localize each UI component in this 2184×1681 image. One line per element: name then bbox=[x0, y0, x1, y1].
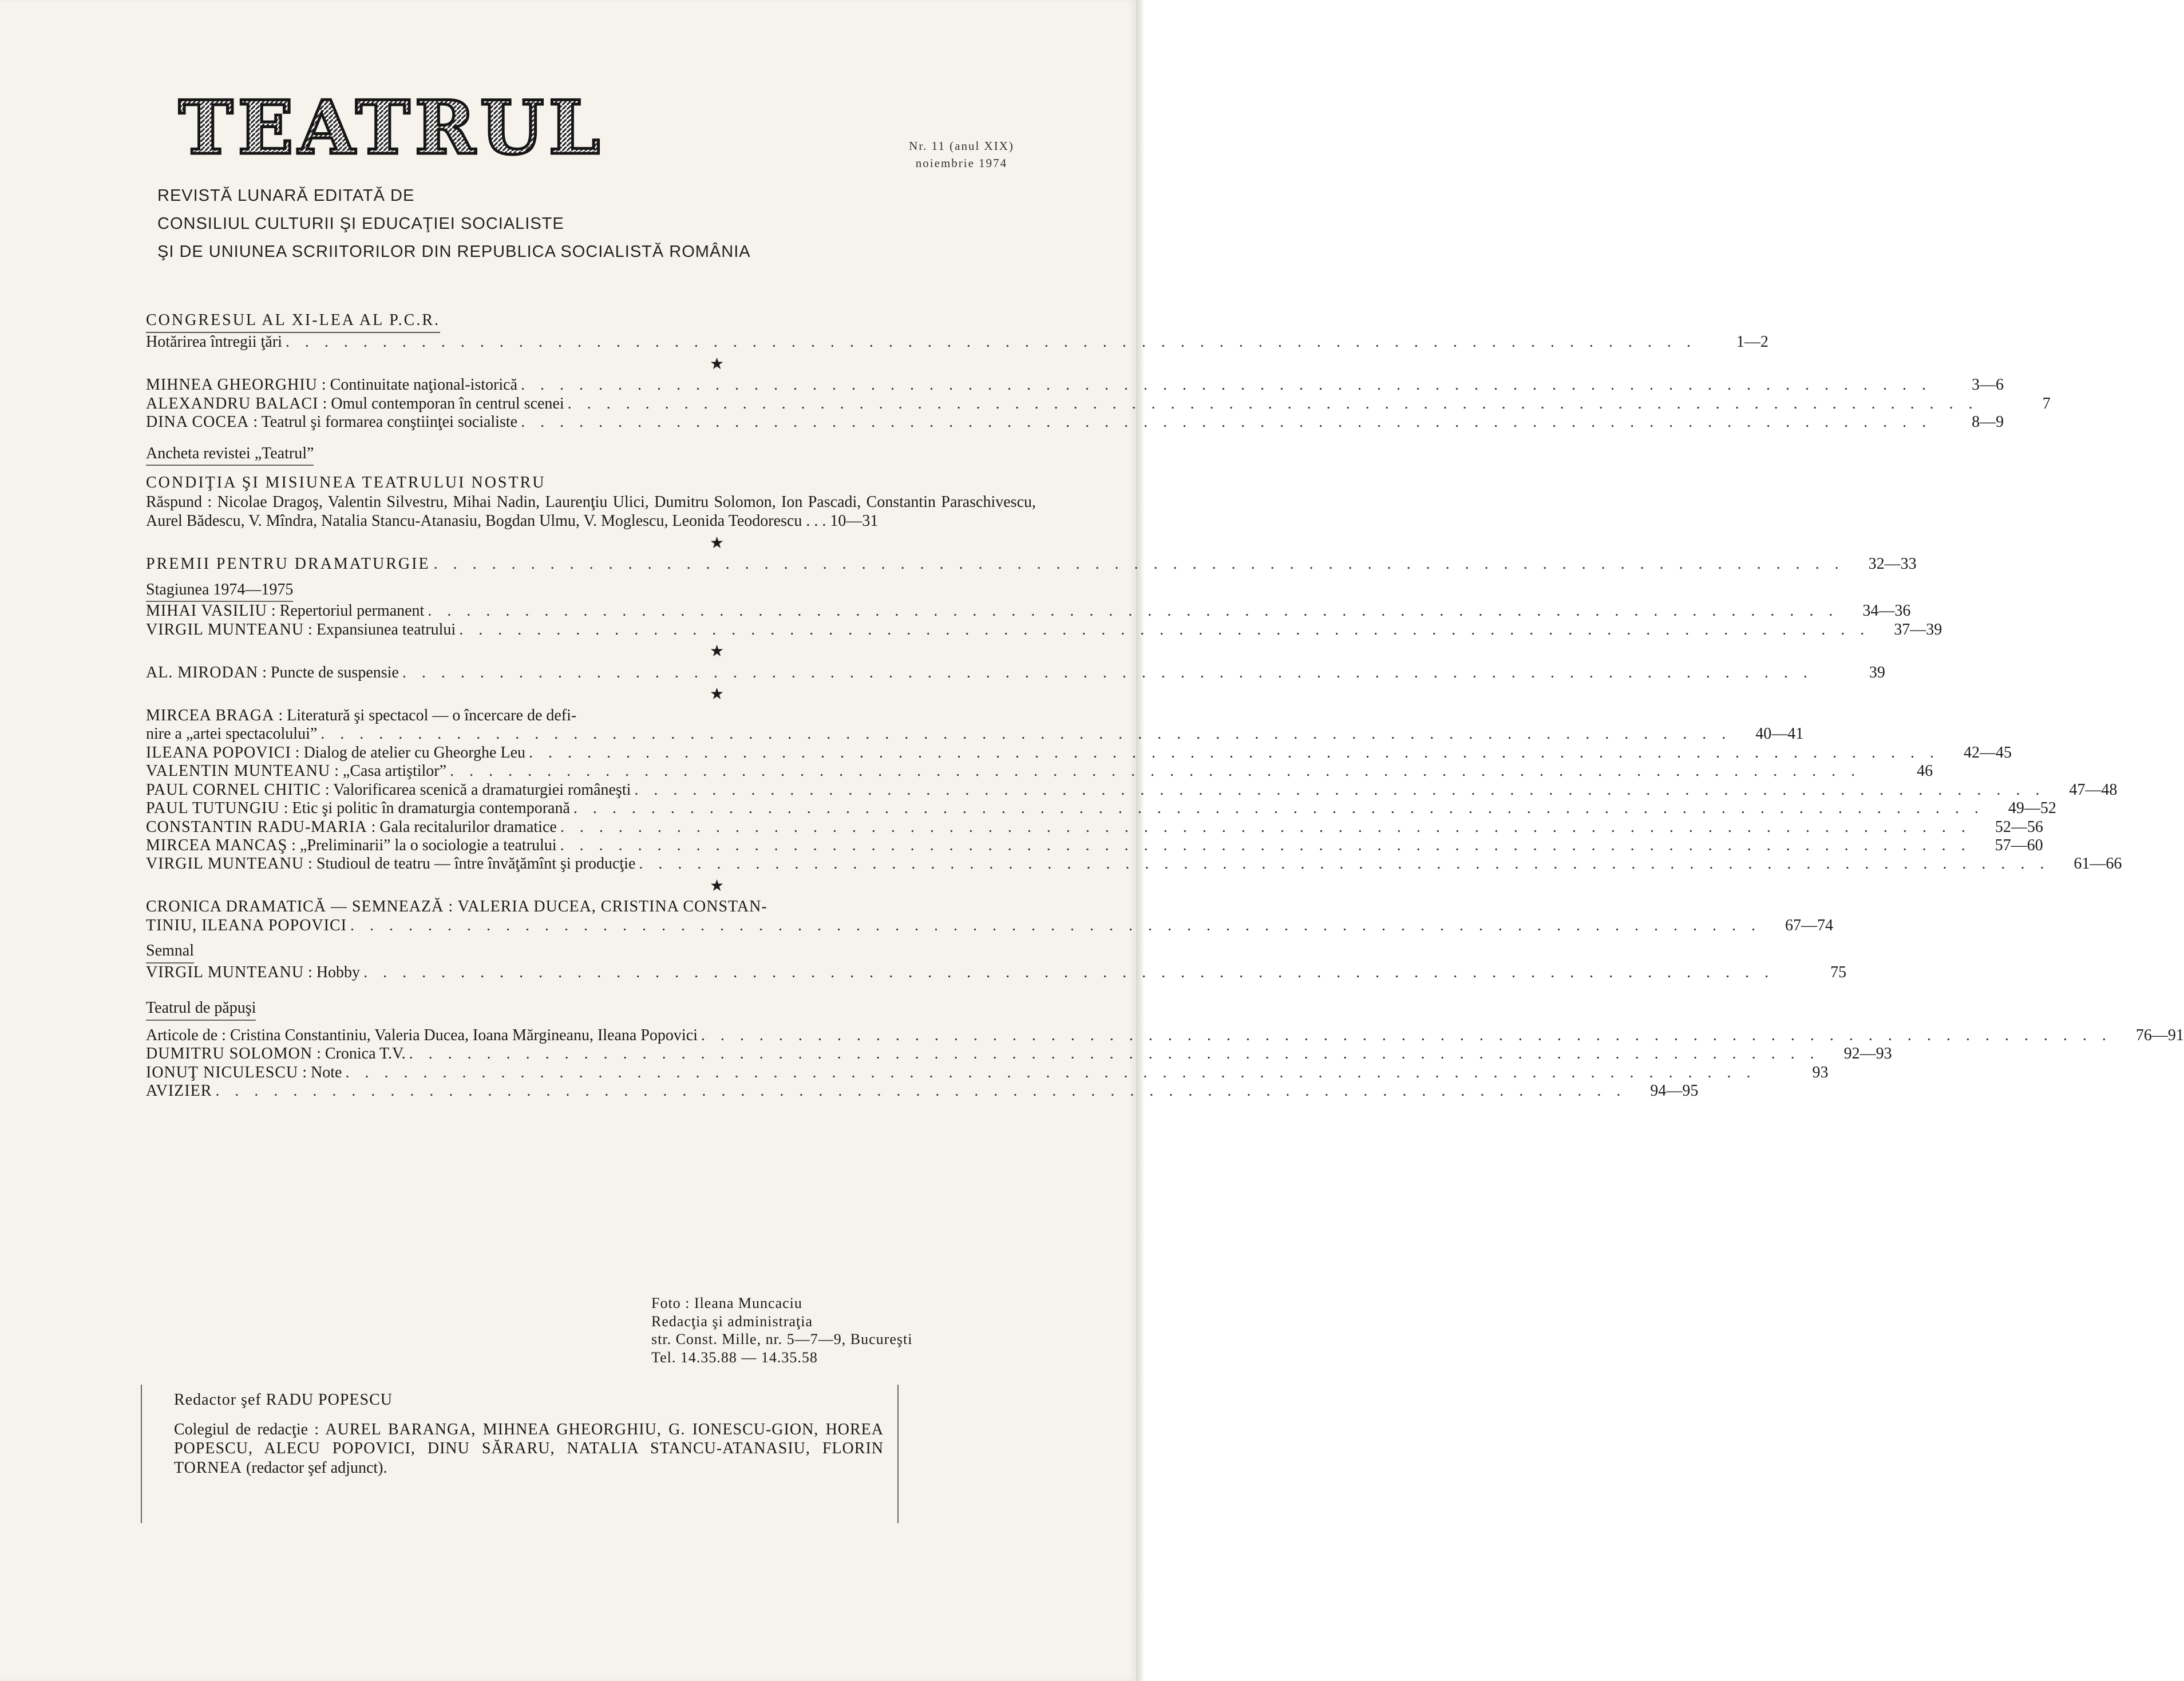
entry-title: „Casa artiştilor” bbox=[342, 762, 447, 780]
leader-dots bbox=[360, 964, 1778, 982]
toc-entry: PAUL CORNEL CHITIC : Valorificarea scenică a dramaturgiei româneşti . . . 47—48 bbox=[146, 781, 1036, 799]
logo-lettering bbox=[173, 73, 605, 176]
entry-author: MIRCEA BRAGA bbox=[146, 706, 275, 724]
section-title-congress: CONGRESUL AL XI-LEA AL P.C.R. bbox=[146, 311, 440, 333]
section-title-puppets: Teatrul de păpuşi bbox=[146, 999, 256, 1020]
entry-author: MIHNEA GHEORGHIU bbox=[146, 376, 318, 394]
leader-dots bbox=[698, 1026, 2115, 1045]
entry-title: Studioul de teatru — între învăţămînt şi producţie bbox=[316, 855, 636, 873]
entry-title: Repertoriul permanent bbox=[279, 602, 425, 620]
entry-author: ILEANA POPOVICI bbox=[146, 743, 291, 762]
entry-author: PAUL TUTUNGIU bbox=[146, 799, 280, 818]
entry-pages: 10—31 bbox=[830, 512, 879, 530]
star-divider: ★ bbox=[709, 355, 725, 373]
entry-pages: 52—56 bbox=[1995, 818, 2043, 836]
section-title-signal: Semnal bbox=[146, 942, 194, 963]
toc-entry-continuation bbox=[146, 725, 1804, 743]
address-line: str. Const. Mille, nr. 5—7—9, Bucureşti bbox=[651, 1331, 913, 1348]
entry-author: VIRGIL MUNTEANU bbox=[146, 963, 304, 981]
table-of-contents bbox=[146, 303, 2184, 1101]
leader-dots bbox=[564, 395, 1982, 413]
teatrul-logo bbox=[173, 73, 605, 176]
entry-title: Etic şi politic în dramaturgia contemporană bbox=[292, 799, 570, 818]
entry-author: ALEXANDRU BALACI bbox=[146, 394, 319, 413]
toc-entry: CONSTANTIN RADU-MARIA : Gala recitalurilor dramatice . . . 52—56 bbox=[146, 818, 1036, 836]
entry-author: VIRGIL MUNTEANU bbox=[146, 620, 304, 639]
leader-dots bbox=[282, 333, 1700, 351]
survey-kicker: Ancheta revistei „Teatrul” bbox=[146, 445, 314, 466]
leader-dots bbox=[631, 781, 2048, 799]
editor-in-chief bbox=[174, 1390, 884, 1410]
toc-entry: MIHNEA GHEORGHIU : Continuitate naţional-istorică . . . 3—6 bbox=[146, 376, 1036, 394]
entry-pages: 76—91 bbox=[2135, 1026, 2184, 1044]
subtitle-line: REVISTĂ LUNARĂ EDITATĂ DE bbox=[157, 187, 415, 205]
entry-author: MIHAI VASILIU bbox=[146, 602, 267, 620]
star-divider: ★ bbox=[709, 643, 725, 661]
toc-entry bbox=[146, 333, 1768, 351]
leader-dots bbox=[347, 917, 1764, 935]
entry-title: Expansiunea teatrului bbox=[316, 620, 456, 639]
entry-pages: 46 bbox=[1917, 762, 1933, 780]
entry-author: DINA COCEA bbox=[146, 413, 250, 431]
toc-entry: VALENTIN MUNTEANU : „Casa artiştilor” . . . 46 bbox=[146, 762, 1036, 780]
toc-entry: ALEXANDRU BALACI : Omul contemporan în centrul scenei . . . 7 bbox=[146, 395, 1036, 413]
leader-dots bbox=[557, 836, 1975, 855]
entry-title: Omul contemporan în centrul scenei bbox=[331, 394, 564, 413]
toc-entry bbox=[146, 1026, 2184, 1045]
chronicle-line: CRONICA DRAMATICĂ — SEMNEAZĂ : VALERIA DUCEA, CRISTINA CONSTAN- bbox=[146, 898, 767, 916]
entry-title: Dialog de atelier cu Gheorghe Leu bbox=[303, 743, 525, 762]
entry-pages: 8—9 bbox=[1972, 413, 2004, 431]
toc-entry: MIHAI VASILIU : Repertoriul permanent . . . 34—36 bbox=[146, 602, 1036, 620]
respondents-text: Răspund : Nicolae Dragoş, Valentin Silvestru, Mihai Nadin, Laurenţiu Ulici, Dumitru Solomon, Ion Pascadi, Constantin Paraschivescu, Aurel Bădescu, V. Mîndra, Natalia Stancu-Atanasiu, Bogdan Ulmu, V. Moglescu, Leonida Teodorescu bbox=[146, 493, 1036, 530]
section-title-survey: CONDIŢIA ŞI MISIUNEA TEATRULUI NOSTRU bbox=[146, 474, 546, 492]
chronicle-line: TINIU, ILEANA POPOVICI bbox=[146, 916, 347, 934]
editorial-college bbox=[174, 1420, 884, 1478]
leader-dots bbox=[424, 602, 1842, 620]
star-divider: ★ bbox=[709, 534, 725, 552]
office-line: Redacţia şi administraţia bbox=[651, 1313, 813, 1330]
entry-pages: 40—41 bbox=[1755, 725, 1804, 743]
entry-author: AL. MIRODAN bbox=[146, 663, 259, 681]
leader-dots bbox=[342, 1064, 1759, 1082]
entry-pages: 94—95 bbox=[1650, 1082, 1699, 1100]
leader-dots bbox=[399, 664, 1817, 682]
entry-author: IONUŢ NICULESCU bbox=[146, 1063, 299, 1081]
entry-title: Hobby bbox=[316, 963, 361, 981]
leader-dots bbox=[525, 744, 1943, 762]
entry-title: Cronica T.V. bbox=[325, 1045, 406, 1063]
section-title-season: Stagiunea 1974—1975 bbox=[146, 581, 293, 602]
issue-number: Nr. 11 (anul XIX) bbox=[909, 139, 1014, 153]
entry-author: VIRGIL MUNTEANU bbox=[146, 855, 304, 873]
entry-title: Puncte de suspensie bbox=[270, 663, 399, 681]
entry-pages: 39 bbox=[1869, 663, 1885, 681]
leader-dots bbox=[446, 762, 1864, 780]
toc-entry: IONUŢ NICULESCU : Note . . . 93 bbox=[146, 1064, 1036, 1082]
phone-line: Tel. 14.35.88 — 14.35.58 bbox=[651, 1349, 818, 1366]
entry-title: Note bbox=[311, 1063, 342, 1081]
entry-title: Hotărirea întregii ţări bbox=[146, 333, 282, 351]
entry-pages: 93 bbox=[1812, 1063, 1829, 1081]
entry-pages: 57—60 bbox=[1995, 836, 2043, 854]
entry-title: Teatrul şi formarea conştiinţei socialiste bbox=[261, 413, 518, 431]
entry-pages: 37—39 bbox=[1894, 620, 1942, 639]
leader-dots bbox=[570, 799, 1988, 818]
entry-pages: 47—48 bbox=[2069, 780, 2118, 799]
entry-title: Valorificarea scenică a dramaturgiei româneşti bbox=[333, 780, 631, 799]
entry-author: MIRCEA MANCAŞ bbox=[146, 836, 288, 854]
entry-pages: 61—66 bbox=[2074, 855, 2122, 873]
entry-pages: 34—36 bbox=[1862, 602, 1911, 620]
toc-entry: DUMITRU SOLOMON : Cronica T.V. . . . 92—93 bbox=[146, 1045, 1036, 1063]
college-label: Colegiul de redacţie : bbox=[174, 1420, 319, 1438]
survey-respondents: Răspund : Nicolae Dragoş, Valentin Silvestru, Mihai Nadin, Laurenţiu Ulici, Dumitru Solomon, Ion Pascadi, Constantin Paraschivescu, Aurel Bădescu, V. Mîndra, Natalia Stancu-Atanasiu, Bogdan Ulmu, V. Moglescu, Leonida Teodorescu . . . 10—31 bbox=[146, 493, 1036, 530]
editorial-credits bbox=[651, 1294, 1052, 1367]
entry-author: VALENTIN MUNTEANU bbox=[146, 762, 331, 780]
editorial-board-box bbox=[141, 1385, 899, 1523]
issue-info bbox=[876, 137, 1047, 172]
toc-entry: AL. MIRODAN : Puncte de suspensie . . . 39 bbox=[146, 664, 1036, 682]
toc-entry bbox=[146, 898, 1036, 916]
entry-title: Continuitate naţional-istorică bbox=[330, 376, 518, 394]
leader-dots bbox=[317, 725, 1735, 743]
entry-pages: 49—52 bbox=[2008, 799, 2056, 818]
chief-label: Redactor şef bbox=[174, 1391, 262, 1409]
entry-pages: 3—6 bbox=[1972, 376, 2004, 394]
entry-title: Gala recitalurilor dramatice bbox=[379, 818, 557, 836]
entry-pages: 42—45 bbox=[1964, 743, 2012, 762]
toc-entry bbox=[146, 1082, 1699, 1100]
subtitle-line: CONSILIUL CULTURII ŞI EDUCAŢIEI SOCIALISTE bbox=[157, 215, 564, 233]
toc-entry: VIRGIL MUNTEANU : Hobby . . . 75 bbox=[146, 964, 1036, 982]
toc-entry: VIRGIL MUNTEANU : Expansiunea teatrului . . . 37—39 bbox=[146, 621, 1036, 639]
star-divider: ★ bbox=[709, 685, 725, 704]
leader-dots bbox=[517, 413, 1935, 431]
leader-dots bbox=[635, 855, 2053, 873]
articles-line: Articole de : Cristina Constantiniu, Valeria Ducea, Ioana Mărgineanu, Ileana Popovici bbox=[146, 1026, 698, 1044]
entry-author: DUMITRU SOLOMON bbox=[146, 1045, 313, 1063]
entry-pages: 7 bbox=[2042, 394, 2051, 413]
svg-text:TEATRUL: TEATRUL bbox=[179, 85, 605, 171]
chief-name: RADU POPESCU bbox=[266, 1391, 393, 1409]
entry-pages: 75 bbox=[1830, 963, 1847, 981]
entry-pages: 32—33 bbox=[1868, 555, 1917, 573]
leader-dots bbox=[212, 1082, 1629, 1100]
entry-author: PAUL CORNEL CHITIC bbox=[146, 780, 321, 799]
entry-title: Literatură şi spectacol — o încercare de defi- bbox=[287, 706, 577, 724]
entry-author: CONSTANTIN RADU-MARIA bbox=[146, 818, 367, 836]
entry-title: nire a „artei spectacolului” bbox=[146, 725, 318, 743]
leader-dots bbox=[430, 555, 1848, 573]
toc-entry: VIRGIL MUNTEANU : Studioul de teatru — între învăţămînt şi producţie . . . 61—66 bbox=[146, 855, 1036, 873]
toc-entry: MIRCEA BRAGA : Literatură şi spectacol — o încercare de defi- bbox=[146, 706, 577, 724]
leader-dots bbox=[456, 621, 1873, 639]
toc-entry: DINA COCEA : Teatrul şi formarea conştiinţei socialiste . . . 8—9 bbox=[146, 413, 1036, 431]
entry-pages: 1—2 bbox=[1736, 333, 1768, 351]
star-divider: ★ bbox=[709, 877, 725, 895]
entry-title: „Preliminarii” la o sociologie a teatrului bbox=[299, 836, 557, 854]
toc-entry bbox=[146, 555, 1917, 573]
deputy-note: (redactor şef adjunct). bbox=[246, 1458, 387, 1477]
photo-credit: Foto : Ileana Muncaciu bbox=[651, 1295, 802, 1311]
leader-dots bbox=[517, 376, 1935, 394]
leader-dots bbox=[557, 818, 1975, 836]
entry-title: AVIZIER bbox=[146, 1082, 212, 1100]
toc-entry: PAUL TUTUNGIU : Etic şi politic în dramaturgia contemporană . . . 49—52 bbox=[146, 799, 1036, 818]
entry-pages: 67—74 bbox=[1785, 916, 1833, 934]
leader-dots bbox=[406, 1045, 1823, 1063]
entry-pages: 92—93 bbox=[1843, 1045, 1892, 1063]
toc-entry-continuation bbox=[146, 916, 1833, 935]
issue-date: noiembrie 1974 bbox=[915, 156, 1008, 171]
toc-entry: MIRCEA MANCAŞ : „Preliminarii” la o sociologie a teatrului . . . 57—60 bbox=[146, 836, 1036, 855]
toc-entry: ILEANA POPOVICI : Dialog de atelier cu Gheorghe Leu . . . 42—45 bbox=[146, 744, 1036, 762]
college-members: AUREL BARANGA, MIHNEA GHEORGHIU, G. IONESCU-GION, HOREA POPESCU, ALECU POPOVICI, DINU SĂRARU, NATALIA STANCU-ATANASIU, FLORIN TORNEA bbox=[174, 1420, 884, 1477]
publisher-subtitle bbox=[157, 182, 901, 266]
subtitle-line: ŞI DE UNIUNEA SCRIITORILOR DIN REPUBLICA SOCIALISTĂ ROMÂNIA bbox=[157, 243, 751, 261]
section-title-awards: PREMII PENTRU DRAMATURGIE bbox=[146, 555, 430, 573]
